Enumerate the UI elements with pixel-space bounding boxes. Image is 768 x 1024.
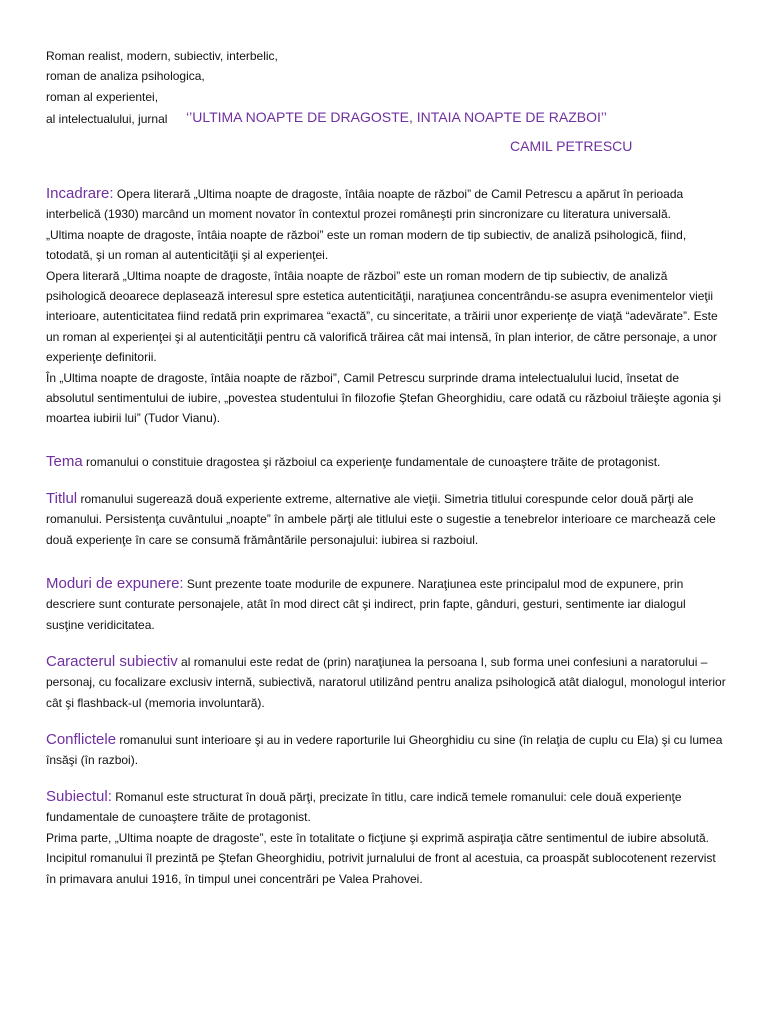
titlul-paragraph: [46, 489, 726, 550]
section-tema: [46, 452, 726, 472]
incadrare-paragraph-2: „Ultima noapte de dragoste, întâia noapte de război” este un roman modern de tip subiectiv, de analiză psihologică, fiind, totodată, şi un roman al autenticităţii şi al experienţei.: [46, 227, 687, 263]
conflicte-paragraph: [46, 730, 726, 771]
subiectul-paragraph-2: Prima parte, „Ultima noapte de dragoste”, este în totalitate o ficţiune şi exprimă aspiraţia către sentimentul de iubire absolută.: [46, 830, 710, 845]
titlul-heading: Titlul: [46, 490, 78, 507]
caracter-text: al romanului este redat de (prin) naraţiunea la persoana I, sub forma unei confesiuni a naratorului – personaj, cu focalizare exclusiv internă, subiectivă, naratorul utilizând pentru analiza psihologică atât dialogul, monologul interior cât şi flashback-ul (memoria involuntară).: [46, 655, 726, 710]
moduri-heading: Moduri de expunere:: [46, 575, 184, 592]
subiectul-text-1: Romanul este structurat în două părţi, precizate în titlu, care indică temele romanului: cele două experienţe fundamentale de cunoaştere trăite de protagonist.: [46, 790, 682, 825]
moduri-text: Sunt prezente toate modurile de expunere. Naraţiunea este principalul mod de expunere, prin descriere sunt conturate personajele, atât în mod direct cât şi indirect, prin fapte, gânduri, gesturi, sentimente iar dialogul susţine veridicitatea.: [46, 577, 686, 632]
genre-line-1: Roman realist, modern, subiectiv, interbelic,: [46, 49, 278, 63]
tema-heading: Tema: [46, 453, 83, 470]
section-moduri-de-expunere: [46, 574, 726, 635]
conflicte-heading: Conflictele: [46, 731, 117, 748]
incadrare-paragraph-3: Opera literară „Ultima noapte de dragoste, întâia noapte de război” este un roman modern de tip subiectiv, de analiză psihologică deoarece deplasează interesul spre estetica autenticităţii, naraţiunea concentrându-se asupra evenimentelor vieţii interioare, autenticitatea fiind redată prin exprimarea “exactă”, cu sinceritate, a trăirii unor experienţe de viaţă “adevărate”. Este un roman al experienţei şi al autenticităţii pentru că valorifică trăirea cât mai intensă, în plan interior, de către personaje, a unor experienţe definitorii.: [46, 268, 718, 365]
caracter-heading: Caracterul subiectiv: [46, 653, 178, 670]
incadrare-paragraph-4: În „Ultima noapte de dragoste, întâia noapte de război”, Camil Petrescu surprinde drama intelectualului lucid, însetat de absolutul sentimentului de iubire, „povestea studentului în filozofie Ştefan Gheorghidiu, care odată cu războiul trăieşte agonia şi moartea iubirii lui” (Tudor Vianu).: [46, 370, 722, 426]
novel-title: ‘’ULTIMA NOAPTE DE DRAGOSTE, INTAIA NOAPTE DE RAZBOI’’: [186, 109, 607, 125]
genre-line-2: roman de analiza psihologica,: [46, 69, 205, 83]
tema-text: romanului o constituie dragostea şi războiul ca experienţe fundamentale de cunoaştere trăite de protagonist.: [82, 455, 661, 469]
subiectul-paragraph-3: Incipitul romanului îl prezintă pe Ştefan Gheorghidiu, potrivit jurnalului de front al acestuia, ca proaspăt sublocotenent rezervist în primavara anului 1916, în timpul unei concentrări pe Valea Prahovei.: [46, 851, 716, 886]
genre-line-4: al intelectualului, jurnal: [46, 112, 168, 126]
conflicte-text: romanului sunt interioare şi au in vedere raporturile lui Gheorghidiu cu sine (în relaţia de cuplu cu Ela) şi cu lumea însăşi (în razboi).: [46, 733, 723, 768]
subiectul-heading: Subiectul:: [46, 788, 112, 805]
subiectul-paragraph-1: [46, 787, 726, 828]
incadrare-text-1: Opera literară „Ultima noapte de dragoste, întâia noapte de război” de Camil Petrescu a apărut în perioada interbelică (1930) marcând un moment novator în contextul prozei româneşti prin sincronizare cu literatura universală.: [46, 187, 684, 222]
genre-line-3: roman al experientei,: [46, 90, 159, 104]
incadrare-heading: Incadrare:: [46, 185, 114, 202]
caracter-paragraph: [46, 652, 726, 713]
section-caracterul-subiectiv: [46, 652, 726, 713]
section-incadrare: [46, 184, 726, 429]
titlul-text: romanului sugerează două experiente extreme, alternative ale vieţii. Simetria titlului corespunde celor două părţi ale romanului. Persistenţa cuvântului „noapte” în ambele părţi ale titlului este o sugestie a tenebrelor interioare ce marchează cele două experienţe în care se consumă frământările personajului: iubirea si razboiul.: [46, 492, 716, 547]
section-subiectul: [46, 787, 726, 889]
tema-paragraph: [46, 452, 726, 472]
author-name: CAMIL PETRESCU: [510, 138, 633, 154]
section-conflictele: [46, 730, 726, 771]
incadrare-paragraph-1: [46, 184, 726, 225]
section-titlul: [46, 489, 726, 550]
moduri-paragraph: [46, 574, 726, 635]
